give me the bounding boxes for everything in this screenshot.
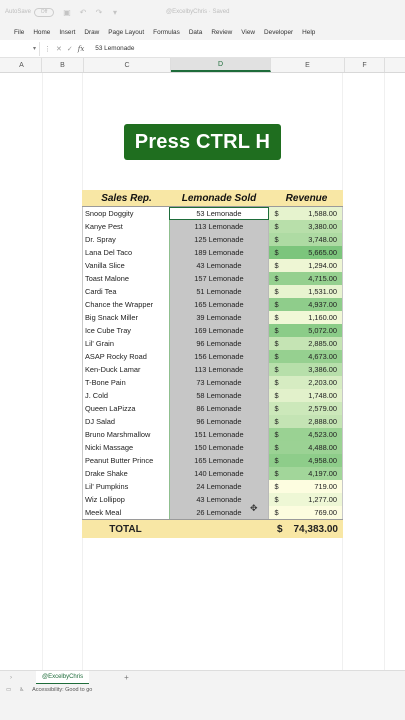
function-icon[interactable]: fx	[77, 44, 85, 53]
table-row	[83, 415, 342, 428]
revenue-cell[interactable]	[269, 285, 342, 298]
formula-input[interactable]: 53 Lemonade	[95, 45, 135, 52]
ribbon-tab-insert[interactable]: Insert	[59, 28, 76, 36]
lemonade-sold-cell[interactable]: 113 Lemonade	[169, 220, 268, 233]
revenue-value: 2,888.00	[308, 417, 337, 426]
column-header-b[interactable]: B	[42, 58, 84, 72]
formula-bar	[0, 40, 405, 58]
cell-mode-icon: ▭	[6, 687, 12, 693]
sales-rep-cell[interactable]: Cardi Tea	[85, 287, 117, 296]
sales-rep-cell[interactable]: Lil' Pumpkins	[85, 482, 129, 491]
lemonade-sold-cell[interactable]: 189 Lemonade	[169, 246, 268, 259]
header-revenue[interactable]: Revenue	[285, 192, 328, 204]
revenue-value: 3,748.00	[308, 235, 337, 244]
column-header-a[interactable]: A	[2, 58, 42, 72]
table-row	[83, 324, 342, 337]
sales-rep-cell[interactable]: ASAP Rocky Road	[85, 352, 147, 361]
lemonade-sold-cell[interactable]: 113 Lemonade	[169, 363, 268, 376]
lemonade-sold-cell[interactable]: 125 Lemonade	[169, 233, 268, 246]
revenue-value: 4,715.00	[308, 274, 337, 283]
lemonade-sold-cell[interactable]: 43 Lemonade	[169, 493, 268, 506]
gridline	[384, 73, 385, 670]
lemonade-sold-cell[interactable]: 58 Lemonade	[169, 389, 268, 402]
sales-rep-cell[interactable]: Chance the Wrapper	[85, 300, 154, 309]
sales-rep-cell[interactable]: Nicki Massage	[85, 443, 134, 452]
revenue-value: 4,958.00	[308, 456, 337, 465]
redo-icon[interactable]: ↷	[95, 7, 103, 17]
table-row	[83, 454, 342, 467]
revenue-cell[interactable]	[269, 337, 342, 350]
ribbon-tab-help[interactable]: Help	[302, 28, 316, 36]
accessibility-icon[interactable]: ♿	[19, 687, 25, 693]
sales-rep-cell[interactable]: Vanilla Slice	[85, 261, 125, 270]
table-row	[83, 376, 342, 389]
lemonade-sold-cell[interactable]: 96 Lemonade	[169, 415, 268, 428]
currency-symbol: $	[274, 482, 279, 491]
lemonade-sold-cell[interactable]: 96 Lemonade	[169, 337, 268, 350]
save-icon[interactable]: ▣	[63, 7, 71, 17]
currency-symbol: $	[274, 274, 279, 283]
ribbon-tab-home[interactable]: Home	[33, 28, 51, 36]
revenue-value: 1,160.00	[308, 313, 337, 322]
table-row	[83, 480, 342, 493]
table-row	[83, 402, 342, 415]
table-row	[83, 259, 342, 272]
revenue-cell[interactable]	[269, 415, 342, 428]
sales-rep-cell[interactable]: Lil' Grain	[85, 339, 114, 348]
currency-symbol: $	[274, 300, 279, 309]
revenue-cell[interactable]	[269, 233, 342, 246]
table-row	[83, 285, 342, 298]
currency-symbol: $	[274, 430, 279, 439]
revenue-value: 1,277.00	[308, 495, 337, 504]
table-row	[83, 503, 342, 519]
mouse-pointer-icon: ✥	[250, 503, 258, 513]
sales-rep-cell[interactable]: Kanye Pest	[85, 222, 123, 231]
currency-symbol: $	[274, 222, 279, 231]
table-row	[83, 467, 342, 480]
revenue-value: 1,531.00	[308, 287, 337, 296]
lemonade-sold-cell[interactable]: 24 Lemonade	[169, 480, 268, 493]
more-icon[interactable]: ⋮	[44, 45, 51, 53]
table-row	[83, 428, 342, 441]
sales-rep-cell[interactable]: Toast Malone	[85, 274, 129, 283]
table-row	[83, 337, 342, 350]
revenue-cell[interactable]	[269, 220, 342, 233]
revenue-value: 5,072.00	[308, 326, 337, 335]
column-header-f[interactable]: F	[345, 58, 385, 72]
table-row	[83, 493, 342, 506]
revenue-value: 1,748.00	[308, 391, 337, 400]
revenue-value: 4,523.00	[308, 430, 337, 439]
chevron-down-icon: ▾	[32, 46, 36, 52]
revenue-value: 5,665.00	[308, 248, 337, 257]
cancel-icon[interactable]: ✕	[56, 45, 62, 53]
column-header-c[interactable]: C	[84, 58, 171, 72]
lemonade-sold-cell[interactable]: 26 Lemonade	[169, 506, 268, 519]
revenue-cell[interactable]	[269, 402, 342, 415]
table-row	[83, 207, 342, 220]
revenue-cell[interactable]	[269, 376, 342, 389]
table-row	[83, 220, 342, 233]
table-row	[83, 246, 342, 259]
sales-rep-cell[interactable]: DJ Salad	[85, 417, 115, 426]
header-lemonade-sold[interactable]: Lemonade Sold	[169, 190, 269, 206]
autosave-toggle[interactable]: Off	[34, 8, 54, 17]
revenue-cell[interactable]	[269, 298, 342, 311]
currency-symbol: $	[274, 443, 279, 452]
add-sheet-button[interactable]: +	[124, 673, 129, 682]
sales-rep-cell[interactable]: Big Snack Miller	[85, 313, 138, 322]
sales-rep-cell[interactable]: Dr. Spray	[85, 235, 116, 244]
gridline	[42, 73, 43, 670]
lemonade-sold-cell[interactable]: 140 Lemonade	[169, 467, 268, 480]
lemonade-sold-cell[interactable]: 165 Lemonade	[169, 454, 268, 467]
accessibility-status[interactable]: Accessibility: Good to go	[32, 687, 93, 693]
ribbon-tab-view[interactable]: View	[241, 28, 256, 36]
currency-symbol: $	[274, 508, 279, 517]
revenue-cell[interactable]	[269, 428, 342, 441]
revenue-value: 3,386.00	[308, 365, 337, 374]
revenue-value: 2,203.00	[308, 378, 337, 387]
sales-rep-cell[interactable]: T-Bone Pain	[85, 378, 126, 387]
sheet-tab-excelbychris[interactable]: @ExcelbyChris	[36, 671, 89, 685]
revenue-cell[interactable]	[269, 324, 342, 337]
revenue-value: 4,488.00	[308, 443, 337, 452]
revenue-cell[interactable]	[269, 259, 342, 272]
table-header-row	[82, 190, 343, 207]
ribbon-tab-file[interactable]: File	[14, 28, 25, 36]
undo-icon[interactable]: ↶	[79, 7, 87, 17]
sales-table	[82, 190, 343, 538]
header-sales-rep[interactable]: Sales Rep.	[101, 192, 152, 204]
table-total-row	[82, 519, 343, 538]
table-row	[83, 298, 342, 311]
revenue-cell[interactable]	[269, 467, 342, 480]
sales-rep-cell[interactable]: Wiz Lollipop	[85, 495, 125, 504]
ribbon-tab-page-layout[interactable]: Page Layout	[108, 28, 145, 36]
revenue-cell[interactable]	[269, 493, 342, 506]
sales-rep-cell[interactable]: Ice Cube Tray	[85, 326, 132, 335]
ribbon-tab-review[interactable]: Review	[211, 28, 233, 36]
column-header-e[interactable]: E	[271, 58, 345, 72]
revenue-cell[interactable]	[269, 272, 342, 285]
revenue-cell[interactable]	[269, 311, 342, 324]
status-bar	[0, 684, 405, 720]
lemonade-sold-cell[interactable]: 157 Lemonade	[169, 272, 268, 285]
revenue-cell[interactable]	[269, 480, 342, 493]
total-empty-cell[interactable]	[169, 520, 269, 538]
sales-rep-cell[interactable]: Peanut Butter Prince	[85, 456, 154, 465]
document-title: @ExcelbyChris · Saved	[166, 9, 230, 15]
currency-symbol: $	[274, 456, 279, 465]
currency-symbol: $	[274, 287, 279, 296]
table-row	[83, 233, 342, 246]
lemonade-sold-cell[interactable]: 150 Lemonade	[169, 441, 268, 454]
currency-symbol: $	[274, 313, 279, 322]
currency-symbol: $	[274, 495, 279, 504]
revenue-cell[interactable]	[269, 441, 342, 454]
column-headers	[0, 58, 405, 73]
revenue-value: 719.00	[314, 482, 337, 491]
currency-symbol: $	[277, 523, 283, 535]
currency-symbol: $	[274, 391, 279, 400]
name-box[interactable]	[0, 42, 40, 56]
revenue-cell[interactable]	[269, 454, 342, 467]
currency-symbol: $	[274, 365, 279, 374]
total-value: 74,383.00	[293, 523, 338, 535]
lemonade-sold-cell[interactable]: 156 Lemonade	[169, 350, 268, 363]
currency-symbol: $	[274, 339, 279, 348]
lemonade-sold-cell[interactable]: 39 Lemonade	[169, 311, 268, 324]
revenue-cell[interactable]	[269, 246, 342, 259]
revenue-value: 4,197.00	[308, 469, 337, 478]
formula-icons	[40, 45, 93, 53]
sales-rep-cell[interactable]: Queen LaPizza	[85, 404, 136, 413]
currency-symbol: $	[274, 469, 279, 478]
sheet-nav-icon[interactable]: ›	[10, 674, 12, 681]
sales-rep-cell[interactable]: Lana Del Taco	[85, 248, 133, 257]
ribbon-tabs	[0, 24, 405, 40]
table-body	[82, 207, 343, 519]
table-row	[83, 389, 342, 402]
press-ctrl-h-banner: Press CTRL H	[124, 124, 281, 160]
revenue-value: 769.00	[314, 508, 337, 517]
total-label[interactable]: TOTAL	[109, 523, 142, 535]
total-revenue-cell[interactable]	[269, 520, 343, 538]
revenue-value: 4,673.00	[308, 352, 337, 361]
table-row	[83, 363, 342, 376]
revenue-value: 4,937.00	[308, 300, 337, 309]
sales-rep-cell[interactable]: Ken-Duck Lamar	[85, 365, 141, 374]
revenue-value: 1,588.00	[308, 209, 337, 218]
currency-symbol: $	[274, 417, 279, 426]
lemonade-sold-cell[interactable]: 169 Lemonade	[169, 324, 268, 337]
currency-symbol: $	[274, 235, 279, 244]
revenue-cell[interactable]	[269, 207, 342, 220]
lemonade-sold-cell[interactable]: 53 Lemonade	[169, 207, 268, 220]
lemonade-sold-cell[interactable]: 151 Lemonade	[169, 428, 268, 441]
ribbon-tab-formulas[interactable]: Formulas	[153, 28, 180, 36]
revenue-cell[interactable]	[269, 389, 342, 402]
table-row	[83, 350, 342, 363]
currency-symbol: $	[274, 378, 279, 387]
revenue-cell[interactable]	[269, 363, 342, 376]
sales-rep-cell[interactable]: J. Cold	[85, 391, 109, 400]
ribbon-tab-draw[interactable]: Draw	[84, 28, 100, 36]
revenue-value: 3,380.00	[308, 222, 337, 231]
sales-rep-cell[interactable]: Snoop Doggity	[85, 209, 134, 218]
sales-rep-cell[interactable]: Bruno Marshmallow	[85, 430, 151, 439]
lemonade-sold-cell[interactable]: 165 Lemonade	[169, 298, 268, 311]
currency-symbol: $	[274, 261, 279, 270]
currency-symbol: $	[274, 404, 279, 413]
ribbon-tab-data[interactable]: Data	[188, 28, 203, 36]
title-bar	[0, 0, 405, 24]
currency-symbol: $	[274, 352, 279, 361]
revenue-cell[interactable]	[269, 350, 342, 363]
currency-symbol: $	[274, 326, 279, 335]
column-header-g[interactable]	[385, 58, 405, 72]
lemonade-sold-cell[interactable]: 43 Lemonade	[169, 259, 268, 272]
lemonade-sold-cell[interactable]: 51 Lemonade	[169, 285, 268, 298]
revenue-value: 2,885.00	[308, 339, 337, 348]
enter-icon[interactable]: ✓	[66, 45, 73, 53]
revenue-value: 2,579.00	[308, 404, 337, 413]
currency-symbol: $	[274, 248, 279, 257]
column-header-d[interactable]: D	[171, 58, 271, 72]
sheet-tab-bar	[0, 670, 405, 684]
table-row	[83, 272, 342, 285]
autosave-label: AutoSave	[5, 9, 32, 15]
revenue-cell[interactable]	[269, 506, 342, 519]
sales-rep-cell[interactable]: Meek Meal	[85, 508, 122, 517]
customize-toolbar-icon[interactable]: ▾	[113, 7, 118, 17]
lemonade-sold-cell[interactable]: 73 Lemonade	[169, 376, 268, 389]
sales-rep-cell[interactable]: Drake Shake	[85, 469, 128, 478]
currency-symbol: $	[274, 209, 279, 218]
table-row	[83, 311, 342, 324]
table-row	[83, 441, 342, 454]
lemonade-sold-cell[interactable]: 86 Lemonade	[169, 402, 268, 415]
revenue-value: 1,294.00	[308, 261, 337, 270]
ribbon-tab-developer[interactable]: Developer	[264, 28, 294, 36]
